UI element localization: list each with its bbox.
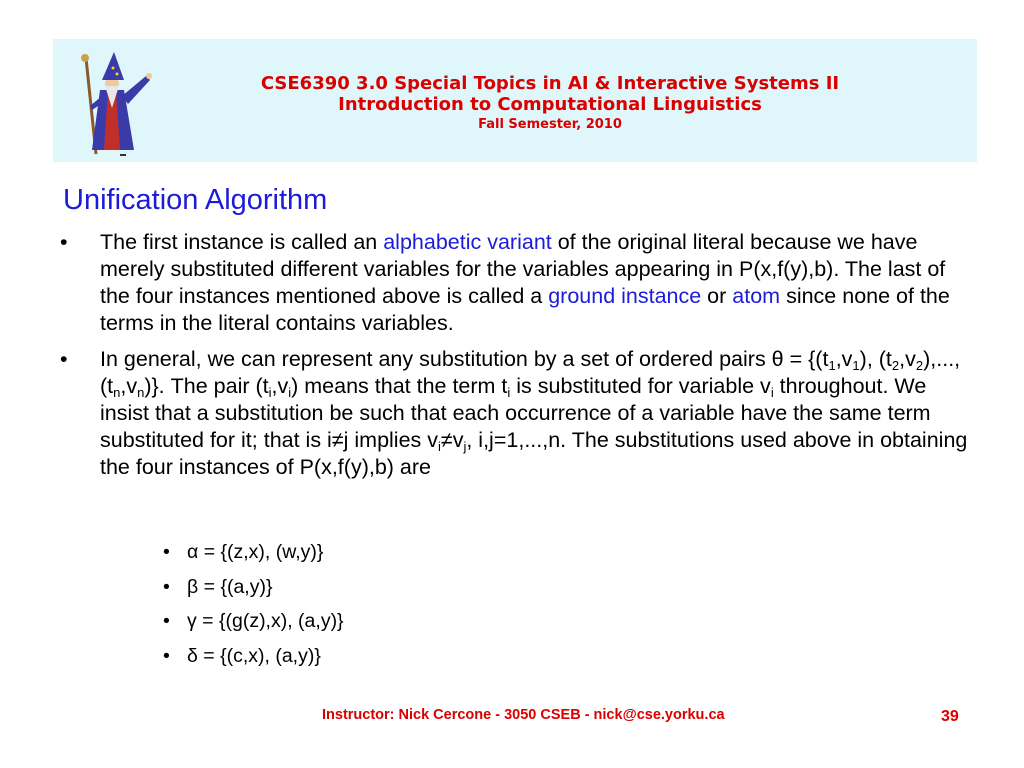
substitution-text: α = {(z,x), (w,y)}: [187, 541, 324, 563]
term-alphabetic-variant: alphabetic variant: [383, 230, 552, 254]
course-title: CSE6390 3.0 Special Topics in AI & Interactive Systems II: [260, 73, 840, 94]
subscript: i: [770, 385, 774, 400]
subscript: i: [268, 385, 272, 400]
bullet-substitution-definition: [60, 346, 980, 481]
bullet-dot: •: [60, 347, 68, 371]
page-number: 39: [941, 708, 959, 725]
substitution-text: γ = {(g(z),x), (a,y)}: [187, 610, 344, 632]
text: )}. The pair (t: [144, 374, 269, 398]
substitution-alpha: [163, 535, 344, 570]
substitution-text: δ = {(c,x), (a,y)}: [187, 644, 321, 667]
text: ,v: [120, 374, 138, 398]
text: In general, we can represent any substitution by a set of ordered pairs θ = {(t: [100, 347, 829, 371]
bullet-dot: •: [163, 575, 170, 598]
bullet-dot: •: [163, 644, 170, 667]
subscript: 1: [828, 358, 836, 373]
subscript: i: [288, 385, 292, 400]
subscript: j: [463, 439, 467, 454]
text: ),..., (t: [100, 347, 961, 398]
subscript: 2: [915, 358, 924, 373]
wizard-logo-icon: [72, 50, 156, 160]
text: throughout. We insist that a substitution be such that each occurrence of a variable have the same term substituted for it; that is i≠j implies v: [100, 374, 931, 452]
text: ,v: [899, 347, 916, 371]
semester: Fall Semester, 2010: [478, 117, 622, 132]
bullet-dot: •: [163, 610, 170, 632]
substitution-text: β = {(a,y)}: [187, 575, 273, 598]
text: ), (t: [859, 347, 892, 371]
footer-instructor: Instructor: Nick Cercone - 3050 CSEB - nick@cse.yorku.ca: [322, 707, 725, 723]
subscript: 2: [891, 358, 900, 373]
course-subtitle: Introduction to Computational Linguistics: [338, 94, 762, 115]
bullet-list: [60, 229, 980, 490]
text: ,v: [271, 374, 289, 398]
text: The first instance is called an: [100, 230, 384, 254]
term-atom: atom: [732, 284, 781, 308]
subscript: 1: [852, 358, 860, 373]
substitution-gamma: [163, 604, 344, 639]
bullet-dot: •: [60, 230, 68, 254]
bullet-alphabetic-variant: [60, 229, 980, 337]
substitution-list: [163, 535, 344, 673]
text: ,v: [835, 347, 853, 371]
subscript: i: [438, 439, 441, 454]
bullet-dot: •: [163, 541, 170, 563]
slide-title: Unification Algorithm: [63, 184, 328, 216]
subscript: i: [507, 385, 511, 400]
text: since none of the terms in the literal contains variables.: [100, 284, 950, 335]
text: is substituted for variable v: [510, 374, 771, 398]
text: ) means that the term t: [291, 374, 508, 398]
substitution-delta: [163, 639, 344, 674]
text: ≠v: [440, 428, 464, 452]
text: , i,j=1,...,n. The substitutions used above in obtaining the four instances of P(x,f(y),b) are: [100, 428, 968, 479]
term-ground-instance: ground instance: [548, 284, 702, 308]
substitution-beta: [163, 570, 344, 605]
text: or: [701, 284, 733, 308]
text: of the original literal because we have merely substituted different variables for the variables appearing in P(x,f(y),b). The last of the four instances mentioned above is called a: [100, 230, 946, 308]
subscript: n: [137, 385, 145, 400]
subscript: n: [113, 385, 121, 400]
